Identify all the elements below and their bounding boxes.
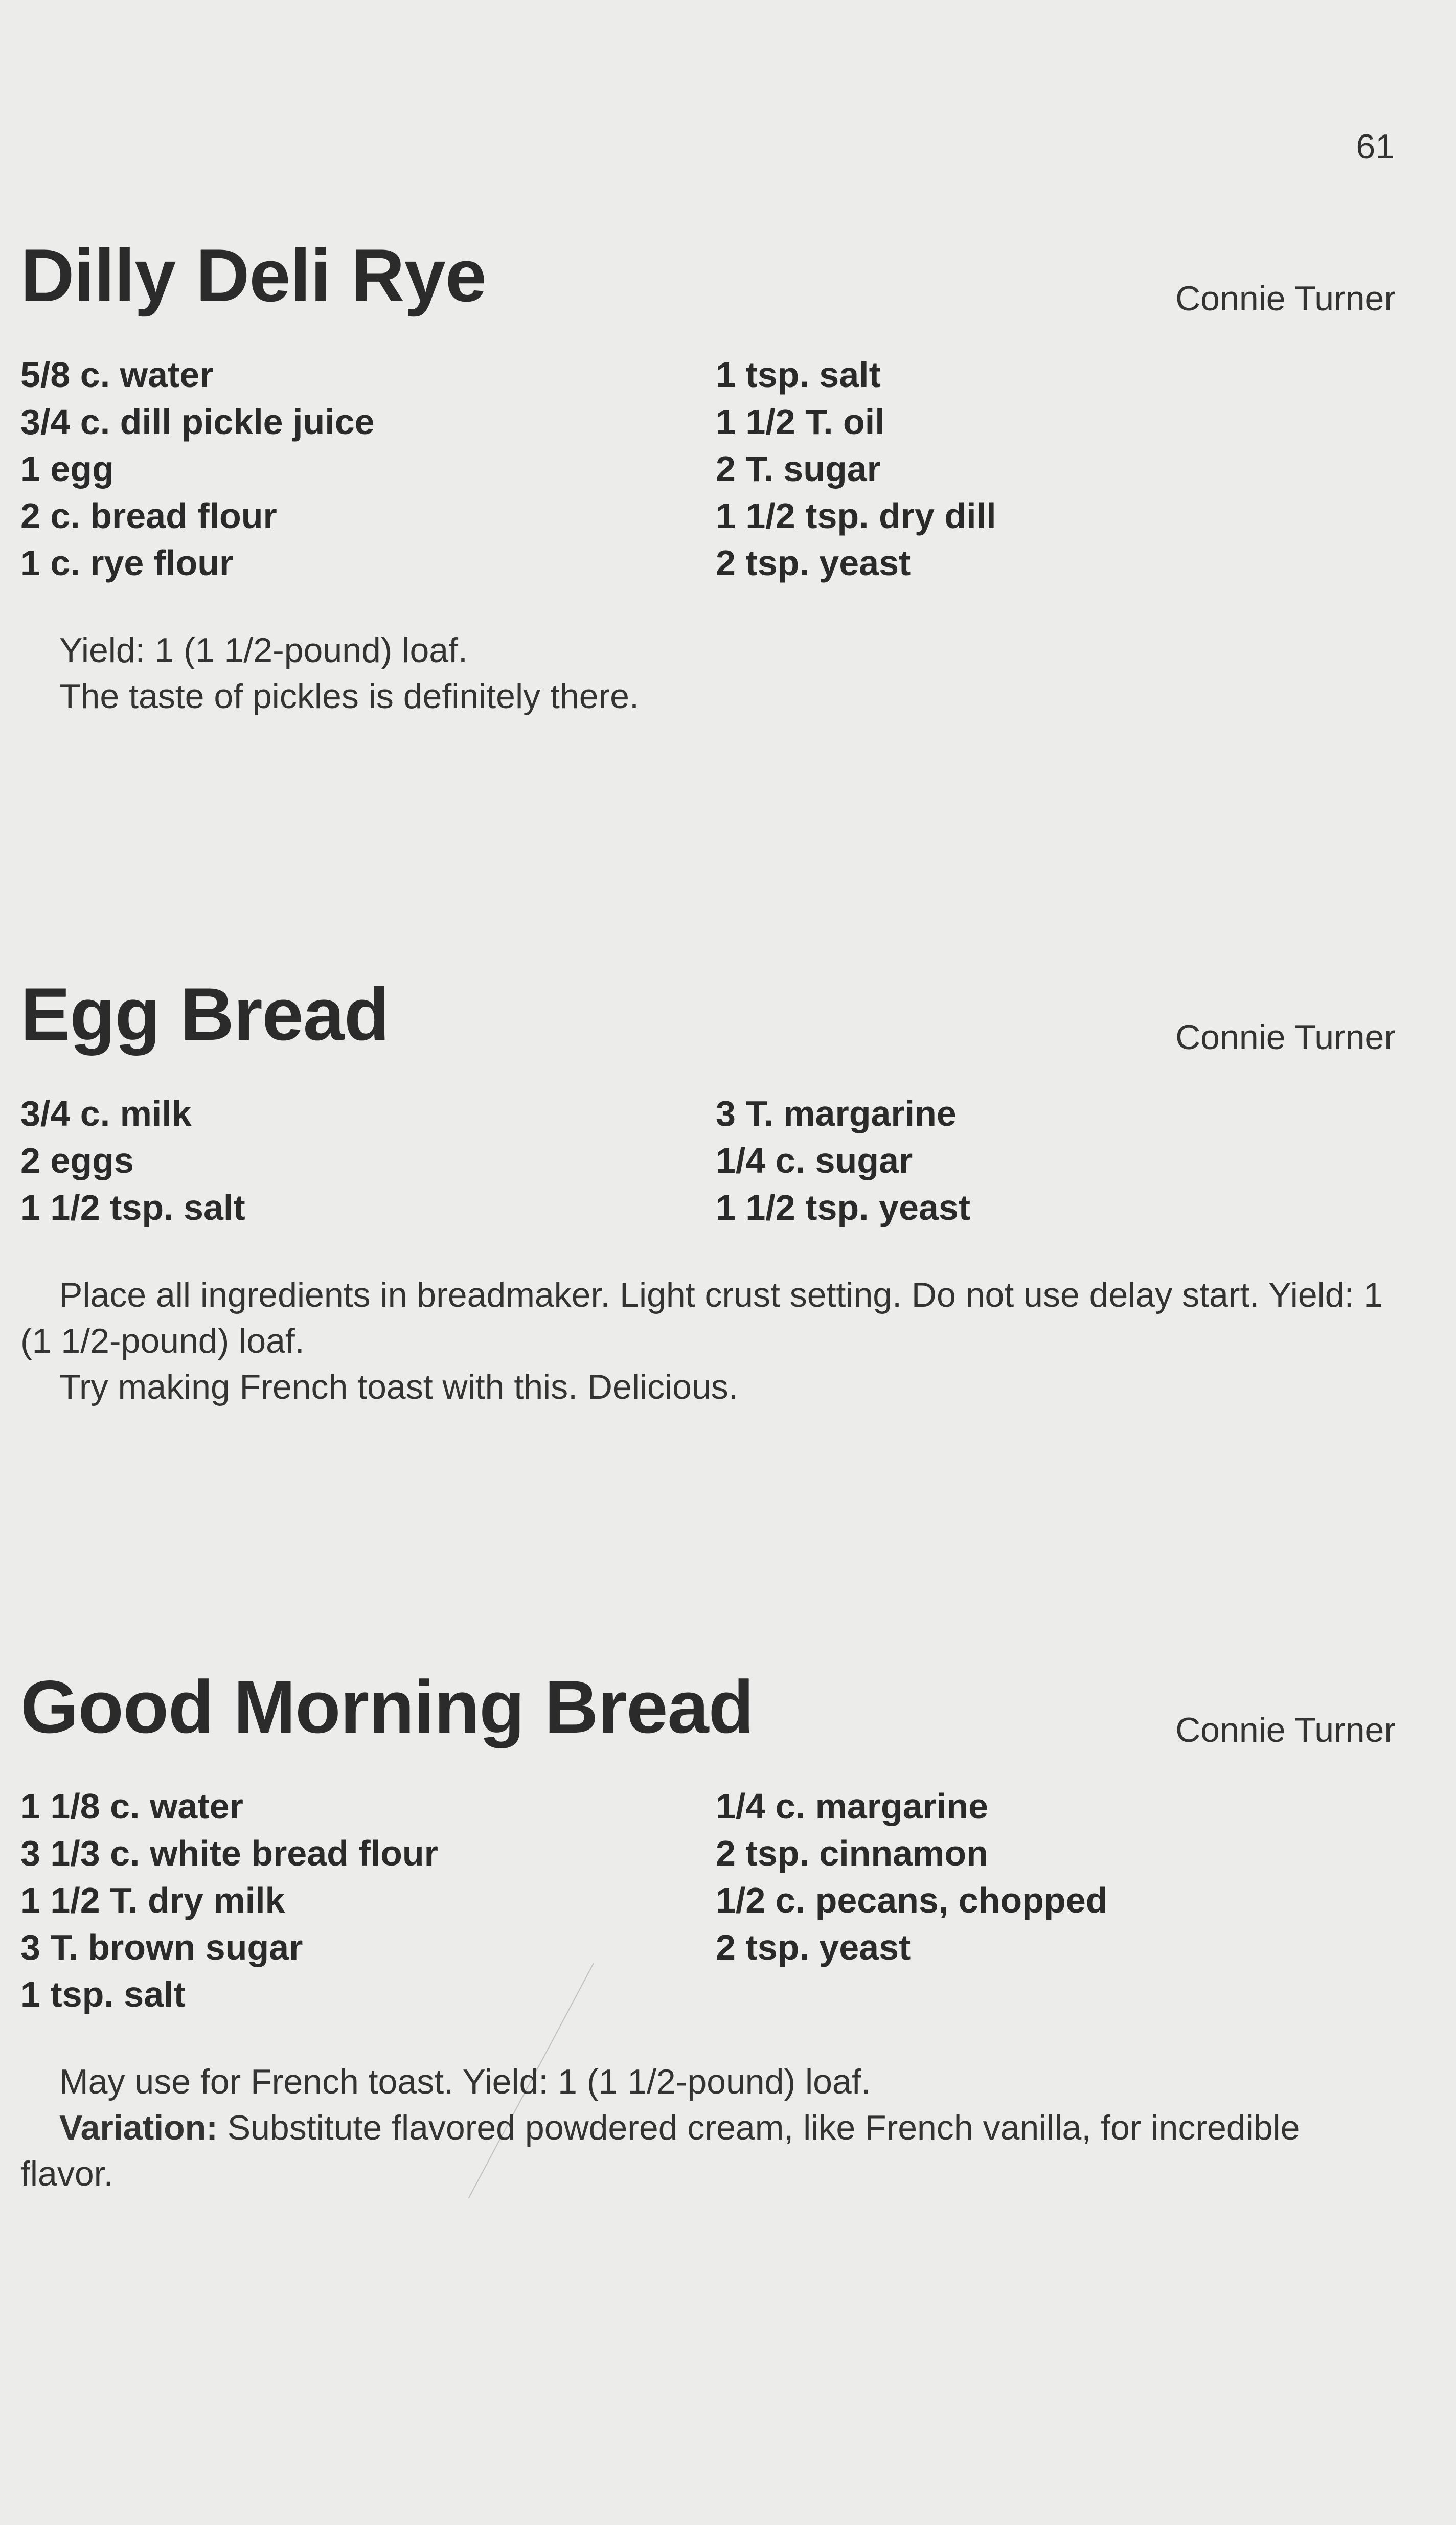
recipe-good-morning-bread (20, 1664, 1396, 2197)
ingredient: 3/4 c. milk (20, 1094, 192, 1133)
page-number: 61 (1356, 127, 1395, 166)
ingredient: 3 T. brown sugar (20, 1927, 303, 1967)
recipe-notes (20, 2059, 1396, 2197)
recipe-title: Dilly Deli Rye (20, 234, 487, 317)
recipe-note: Place all ingredients in breadmaker. Light crust setting. Do not use delay start. Yield: 1 (1 1/2-pound) loaf. (20, 1276, 1383, 1360)
ingredient: 2 eggs (20, 1141, 134, 1180)
ingredient: 3/4 c. dill pickle juice (20, 402, 375, 442)
ingredient: 3 1/3 c. white bread flour (20, 1833, 438, 1873)
ingredient-list (20, 1783, 1396, 2018)
variation-text: Substitute flavored powdered cream, like French vanilla, for incredible flavor. (20, 2108, 1300, 2193)
ingredient: 2 tsp. yeast (716, 543, 911, 583)
ingredient-column-left (20, 1090, 716, 1231)
recipe-title: Good Morning Bread (20, 1665, 754, 1748)
ingredient: 1 egg (20, 449, 114, 489)
variation-label: Variation: (59, 2108, 218, 2147)
recipe-note: Yield: 1 (1 1/2-pound) loaf. (59, 631, 468, 670)
ingredient: 1 tsp. salt (716, 355, 881, 395)
ingredient: 1/4 c. margarine (716, 1786, 989, 1826)
recipe-egg-bread (20, 971, 1396, 1410)
recipe-author: Connie Turner (1175, 1018, 1396, 1057)
variation-note (20, 2105, 1396, 2197)
recipe-dilly-deli-rye (20, 233, 1396, 719)
ingredient: 1 1/2 T. dry milk (20, 1880, 285, 1920)
ingredient: 2 T. sugar (716, 449, 881, 489)
recipe-author: Connie Turner (1175, 1711, 1396, 1749)
ingredient-list (20, 351, 1396, 586)
recipe-author: Connie Turner (1175, 279, 1396, 318)
ingredient: 2 tsp. yeast (716, 1927, 911, 1967)
ingredient-column-right (716, 1090, 970, 1231)
ingredient: 2 tsp. cinnamon (716, 1833, 988, 1873)
ingredient-list (20, 1090, 1396, 1231)
recipe-header (20, 1664, 1396, 1756)
ingredient: 1/4 c. sugar (716, 1141, 913, 1180)
ingredient-column-left (20, 1783, 716, 2018)
ingredient: 1 1/2 tsp. salt (20, 1188, 245, 1227)
recipe-notes (20, 627, 1396, 719)
recipe-note: Try making French toast with this. Delicious. (59, 1368, 738, 1406)
ingredient: 5/8 c. water (20, 355, 214, 395)
ingredient: 1 1/2 tsp. dry dill (716, 496, 996, 536)
recipe-notes (20, 1272, 1396, 1410)
ingredient: 1 1/8 c. water (20, 1786, 243, 1826)
recipe-header (20, 971, 1396, 1063)
recipe-note: The taste of pickles is definitely there. (59, 677, 639, 716)
ingredient-column-right (716, 1783, 1107, 2018)
recipe-title: Egg Bread (20, 972, 390, 1056)
ingredient-column-right (716, 351, 996, 586)
ingredient-column-left (20, 351, 716, 586)
ingredient: 2 c. bread flour (20, 496, 277, 536)
ingredient: 1 1/2 T. oil (716, 402, 885, 442)
recipe-header (20, 233, 1396, 325)
ingredient: 1 1/2 tsp. yeast (716, 1188, 971, 1227)
recipe-note: May use for French toast. Yield: 1 (1 1/2-pound) loaf. (59, 2062, 871, 2101)
ingredient: 1 tsp. salt (20, 1974, 186, 2014)
ingredient: 1/2 c. pecans, chopped (716, 1880, 1108, 1920)
ingredient: 1 c. rye flour (20, 543, 234, 583)
ingredient: 3 T. margarine (716, 1094, 957, 1133)
